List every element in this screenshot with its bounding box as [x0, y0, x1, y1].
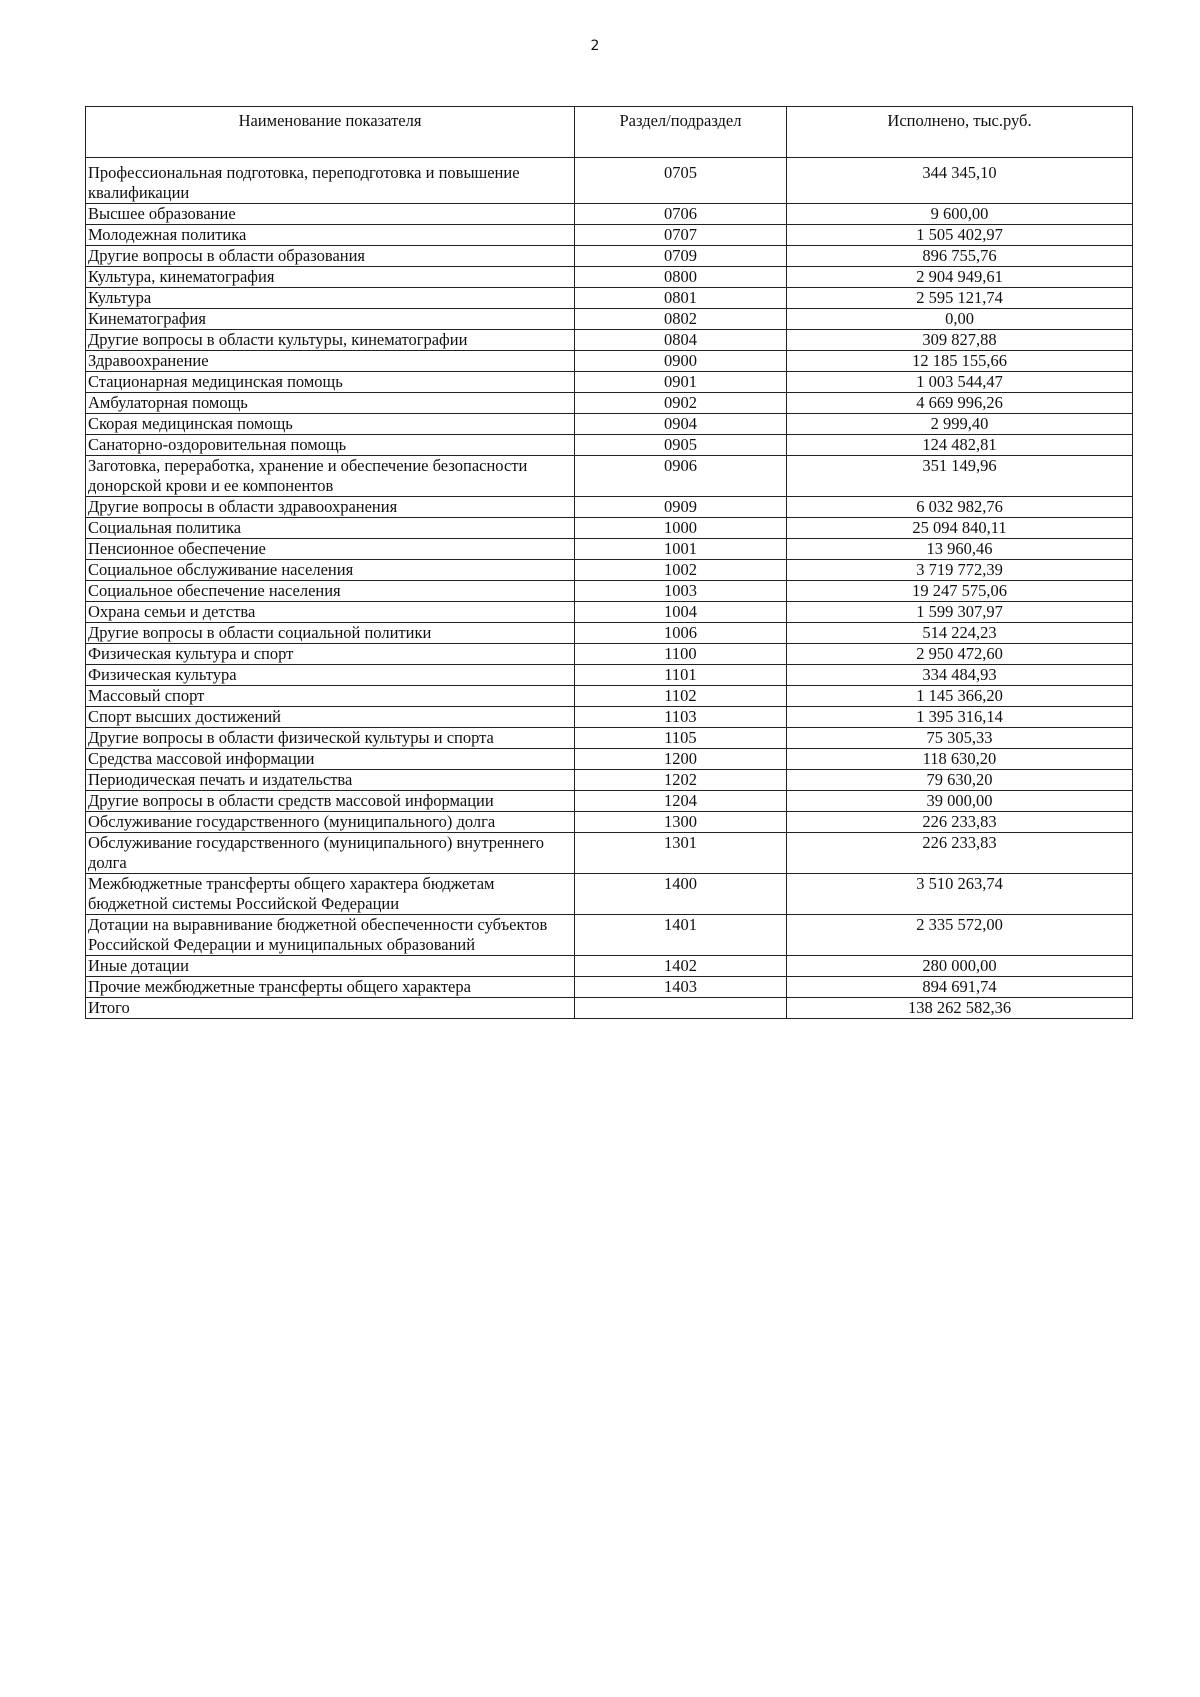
table-row — [86, 686, 1133, 707]
row-executed-value-cell: 2 904 949,61 — [787, 267, 1133, 288]
budget-execution-table — [85, 106, 1133, 1019]
row-section-code-cell: 1403 — [575, 977, 787, 998]
row-executed-value-cell: 2 335 572,00 — [787, 915, 1133, 956]
table-row — [86, 665, 1133, 686]
row-section-code-cell: 1006 — [575, 623, 787, 644]
row-name-cell: Массовый спорт — [86, 686, 575, 707]
table-row — [86, 158, 1133, 204]
row-name-cell: Пенсионное обеспечение — [86, 539, 575, 560]
row-section-code-cell: 0904 — [575, 414, 787, 435]
row-section-code-cell: 0804 — [575, 330, 787, 351]
row-section-code-cell: 1004 — [575, 602, 787, 623]
row-executed-value-cell: 79 630,20 — [787, 770, 1133, 791]
table-row — [86, 435, 1133, 456]
row-section-code-cell: 1401 — [575, 915, 787, 956]
row-name-cell: Межбюджетные трансферты общего характера бюджетам бюджетной системы Российской Федерации — [86, 874, 575, 915]
table-row — [86, 497, 1133, 518]
row-name-cell: Физическая культура и спорт — [86, 644, 575, 665]
row-executed-value-cell: 1 395 316,14 — [787, 707, 1133, 728]
row-name-cell: Иные дотации — [86, 956, 575, 977]
table-row — [86, 204, 1133, 225]
row-executed-value-cell: 3 510 263,74 — [787, 874, 1133, 915]
table-row — [86, 288, 1133, 309]
row-executed-value-cell: 226 233,83 — [787, 812, 1133, 833]
row-section-code-cell: 0905 — [575, 435, 787, 456]
row-name-cell: Другие вопросы в области социальной политики — [86, 623, 575, 644]
row-name-cell: Обслуживание государственного (муниципального) долга — [86, 812, 575, 833]
row-executed-value-cell: 3 719 772,39 — [787, 560, 1133, 581]
table-row — [86, 581, 1133, 602]
row-name-cell: Прочие межбюджетные трансферты общего характера — [86, 977, 575, 998]
row-section-code-cell: 1202 — [575, 770, 787, 791]
row-name-cell: Заготовка, переработка, хранение и обеспечение безопасности донорской крови и ее компонентов — [86, 456, 575, 497]
row-section-code-cell: 1200 — [575, 749, 787, 770]
table-row — [86, 414, 1133, 435]
table-row — [86, 956, 1133, 977]
row-name-cell: Другие вопросы в области образования — [86, 246, 575, 267]
row-section-code-cell: 1101 — [575, 665, 787, 686]
table-row — [86, 770, 1133, 791]
row-name-cell: Молодежная политика — [86, 225, 575, 246]
row-name-cell: Физическая культура — [86, 665, 575, 686]
row-section-code-cell: 1402 — [575, 956, 787, 977]
row-name-cell: Другие вопросы в области средств массовой информации — [86, 791, 575, 812]
row-name-cell: Социальная политика — [86, 518, 575, 539]
row-name-cell: Охрана семьи и детства — [86, 602, 575, 623]
column-header-section: Раздел/подраздел — [575, 107, 787, 158]
row-name-cell: Кинематография — [86, 309, 575, 330]
row-section-code-cell — [575, 998, 787, 1019]
row-name-cell: Средства массовой информации — [86, 749, 575, 770]
row-section-code-cell: 0709 — [575, 246, 787, 267]
row-executed-value-cell: 280 000,00 — [787, 956, 1133, 977]
table-row — [86, 874, 1133, 915]
row-executed-value-cell: 124 482,81 — [787, 435, 1133, 456]
table-row — [86, 225, 1133, 246]
row-section-code-cell: 1105 — [575, 728, 787, 749]
table-row — [86, 602, 1133, 623]
row-name-cell: Обслуживание государственного (муниципального) внутреннего долга — [86, 833, 575, 874]
row-section-code-cell: 1002 — [575, 560, 787, 581]
row-section-code-cell: 0705 — [575, 158, 787, 204]
row-name-cell: Итого — [86, 998, 575, 1019]
row-executed-value-cell: 894 691,74 — [787, 977, 1133, 998]
row-section-code-cell: 1003 — [575, 581, 787, 602]
row-section-code-cell: 1100 — [575, 644, 787, 665]
table-row — [86, 309, 1133, 330]
row-section-code-cell: 1000 — [575, 518, 787, 539]
page-number: 2 — [590, 38, 600, 54]
row-executed-value-cell: 309 827,88 — [787, 330, 1133, 351]
row-section-code-cell: 0707 — [575, 225, 787, 246]
row-section-code-cell: 0906 — [575, 456, 787, 497]
table-row — [86, 456, 1133, 497]
table-row — [86, 267, 1133, 288]
row-executed-value-cell: 12 185 155,66 — [787, 351, 1133, 372]
table-row — [86, 998, 1133, 1019]
row-name-cell: Скорая медицинская помощь — [86, 414, 575, 435]
row-executed-value-cell: 2 595 121,74 — [787, 288, 1133, 309]
row-name-cell: Другие вопросы в области культуры, кинематографии — [86, 330, 575, 351]
row-name-cell: Социальное обеспечение населения — [86, 581, 575, 602]
table-row — [86, 393, 1133, 414]
row-executed-value-cell: 2 999,40 — [787, 414, 1133, 435]
row-executed-value-cell: 1 145 366,20 — [787, 686, 1133, 707]
table-row — [86, 707, 1133, 728]
table-row — [86, 560, 1133, 581]
row-section-code-cell: 0901 — [575, 372, 787, 393]
row-executed-value-cell: 6 032 982,76 — [787, 497, 1133, 518]
row-executed-value-cell: 4 669 996,26 — [787, 393, 1133, 414]
row-executed-value-cell: 896 755,76 — [787, 246, 1133, 267]
table-row — [86, 833, 1133, 874]
row-executed-value-cell: 118 630,20 — [787, 749, 1133, 770]
row-executed-value-cell: 138 262 582,36 — [787, 998, 1133, 1019]
row-name-cell: Другие вопросы в области физической культуры и спорта — [86, 728, 575, 749]
row-section-code-cell: 0801 — [575, 288, 787, 309]
row-executed-value-cell: 1 003 544,47 — [787, 372, 1133, 393]
row-section-code-cell: 0902 — [575, 393, 787, 414]
table-header — [86, 107, 1133, 158]
row-name-cell: Спорт высших достижений — [86, 707, 575, 728]
row-section-code-cell: 0802 — [575, 309, 787, 330]
row-executed-value-cell: 1 505 402,97 — [787, 225, 1133, 246]
table-row — [86, 351, 1133, 372]
row-name-cell: Стационарная медицинская помощь — [86, 372, 575, 393]
row-name-cell: Социальное обслуживание населения — [86, 560, 575, 581]
row-executed-value-cell: 514 224,23 — [787, 623, 1133, 644]
row-name-cell: Другие вопросы в области здравоохранения — [86, 497, 575, 518]
table-row — [86, 518, 1133, 539]
table-row — [86, 749, 1133, 770]
column-header-name: Наименование показателя — [86, 107, 575, 158]
row-executed-value-cell: 9 600,00 — [787, 204, 1133, 225]
row-name-cell: Амбулаторная помощь — [86, 393, 575, 414]
row-section-code-cell: 0900 — [575, 351, 787, 372]
row-name-cell: Дотации на выравнивание бюджетной обеспеченности субъектов Российской Федерации и муниципальных образований — [86, 915, 575, 956]
table-row — [86, 246, 1133, 267]
table-row — [86, 539, 1133, 560]
table-row — [86, 728, 1133, 749]
table-row — [86, 791, 1133, 812]
table-row — [86, 977, 1133, 998]
row-executed-value-cell: 226 233,83 — [787, 833, 1133, 874]
row-executed-value-cell: 351 149,96 — [787, 456, 1133, 497]
row-executed-value-cell: 19 247 575,06 — [787, 581, 1133, 602]
row-section-code-cell: 0800 — [575, 267, 787, 288]
row-name-cell: Профессиональная подготовка, переподготовка и повышение квалификации — [86, 158, 575, 204]
row-name-cell: Высшее образование — [86, 204, 575, 225]
row-section-code-cell: 1102 — [575, 686, 787, 707]
table-row — [86, 623, 1133, 644]
row-section-code-cell: 1103 — [575, 707, 787, 728]
row-name-cell: Периодическая печать и издательства — [86, 770, 575, 791]
row-name-cell: Санаторно-оздоровительная помощь — [86, 435, 575, 456]
row-name-cell: Культура — [86, 288, 575, 309]
table-row — [86, 644, 1133, 665]
row-name-cell: Здравоохранение — [86, 351, 575, 372]
row-executed-value-cell: 13 960,46 — [787, 539, 1133, 560]
row-executed-value-cell: 75 305,33 — [787, 728, 1133, 749]
row-name-cell: Культура, кинематография — [86, 267, 575, 288]
table-body — [86, 158, 1133, 1019]
row-executed-value-cell: 39 000,00 — [787, 791, 1133, 812]
row-executed-value-cell: 334 484,93 — [787, 665, 1133, 686]
table-row — [86, 812, 1133, 833]
row-section-code-cell: 0706 — [575, 204, 787, 225]
row-executed-value-cell: 0,00 — [787, 309, 1133, 330]
table-row — [86, 915, 1133, 956]
row-section-code-cell: 0909 — [575, 497, 787, 518]
row-section-code-cell: 1301 — [575, 833, 787, 874]
row-executed-value-cell: 344 345,10 — [787, 158, 1133, 204]
row-executed-value-cell: 25 094 840,11 — [787, 518, 1133, 539]
row-section-code-cell: 1001 — [575, 539, 787, 560]
table-row — [86, 330, 1133, 351]
table-row — [86, 372, 1133, 393]
row-executed-value-cell: 1 599 307,97 — [787, 602, 1133, 623]
column-header-executed: Исполнено, тыс.руб. — [787, 107, 1133, 158]
row-executed-value-cell: 2 950 472,60 — [787, 644, 1133, 665]
header-row — [86, 107, 1133, 158]
row-section-code-cell: 1400 — [575, 874, 787, 915]
row-section-code-cell: 1300 — [575, 812, 787, 833]
row-section-code-cell: 1204 — [575, 791, 787, 812]
